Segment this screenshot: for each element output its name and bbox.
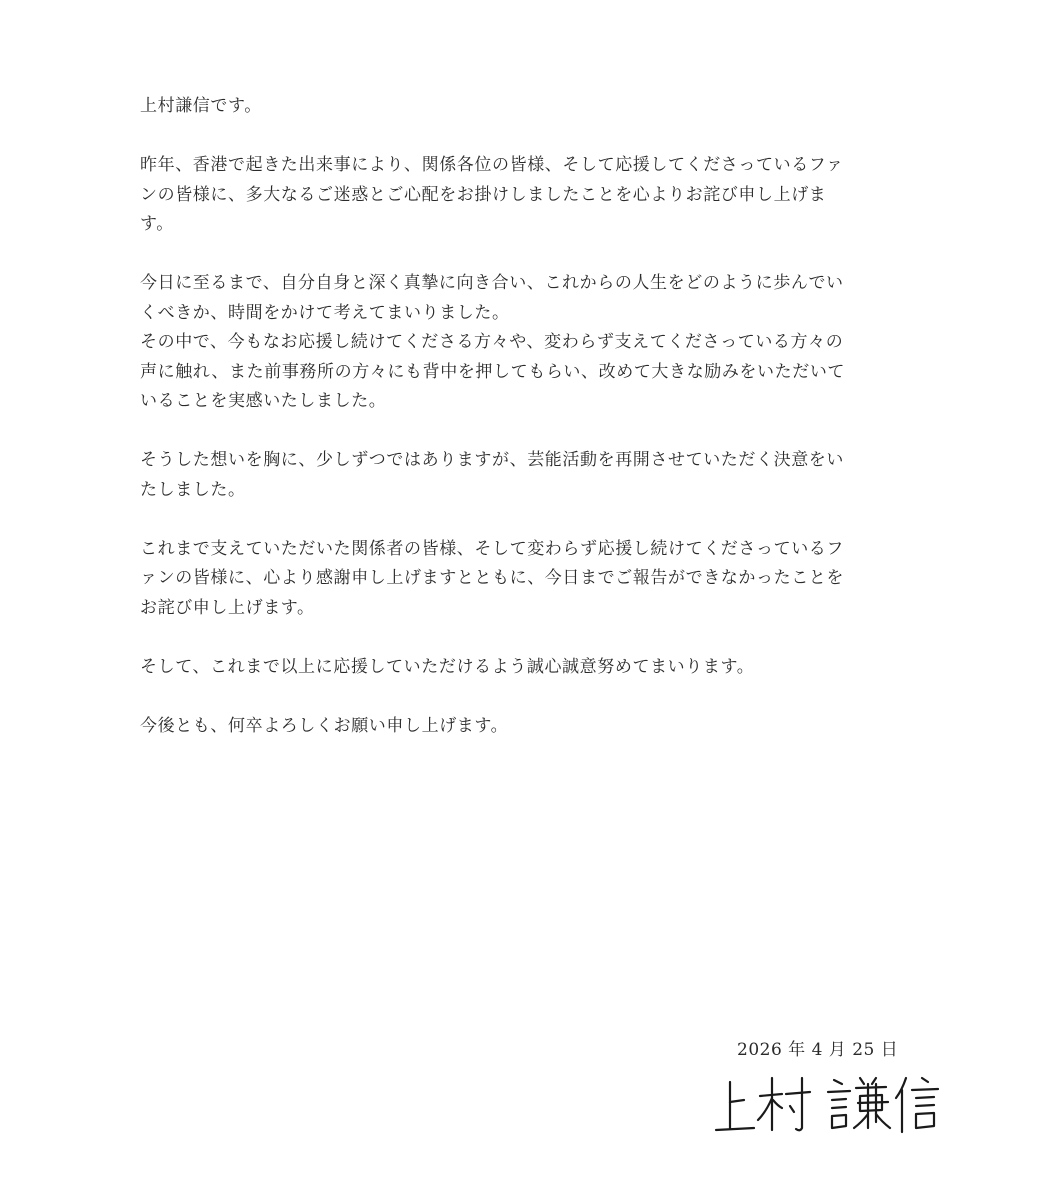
paragraph-line: そして、これまで以上に応援していただけるよう誠心誠意努めてまいります。	[140, 656, 755, 677]
paragraph-line: これまで支えていただいた関係者の皆様、そして変わらず応援し続けてくださっているフ	[140, 538, 844, 559]
signature-drawing	[710, 1070, 950, 1140]
paragraph-line: ァンの皆様に、心より感謝申し上げますとともに、今日までご報告ができなかったことを	[140, 568, 844, 588]
paragraph-line: 今日に至るまで、自分自身と深く真摯に向き合い、これからの人生をどのように歩んでい	[140, 273, 844, 293]
handwritten-signature	[710, 1070, 950, 1140]
greeting	[140, 92, 915, 122]
letter-body	[140, 92, 915, 771]
paragraph-line: お詫び申し上げます。	[140, 597, 315, 618]
paragraph-line: 昨年、香港で起きた出来事により、関係各位の皆様、そして応援してくださっているファ	[140, 155, 844, 175]
letter-date: 2026 年 4 月 25 日	[737, 1040, 899, 1060]
paragraph-line: たしました。	[140, 479, 246, 500]
paragraph-line: そうした想いを胸に、少しずつではありますが、芸能活動を再開させていただく決意をい	[140, 450, 844, 470]
paragraph-reflection	[140, 269, 915, 417]
paragraph-resumption	[140, 446, 915, 505]
paragraph-apology	[140, 151, 915, 240]
paragraph-closing	[140, 712, 915, 742]
paragraph-line: す。	[140, 214, 174, 234]
paragraph-line: くべきか、時間をかけて考えてまいりました。	[140, 302, 510, 323]
paragraph-line: ンの皆様に、多大なるご迷惑とご心配をお掛けしましたことを心よりお詫び申し上げま	[140, 184, 827, 205]
paragraph-gratitude	[140, 535, 915, 624]
paragraph-commitment	[140, 653, 915, 683]
paragraph-line: その中で、今もなお応援し続けてくださる方々や、変わらず支えてくださっている方々の	[140, 332, 844, 352]
paragraph-line: 今後とも、何卒よろしくお願い申し上げます。	[140, 715, 509, 736]
greeting-line: 上村謙信です。	[140, 96, 262, 116]
paragraph-line: 声に触れ、また前事務所の方々にも背中を押してもらい、改めて大きな励みをいただいて	[140, 361, 846, 382]
paragraph-line: いることを実感いたしました。	[140, 391, 387, 411]
